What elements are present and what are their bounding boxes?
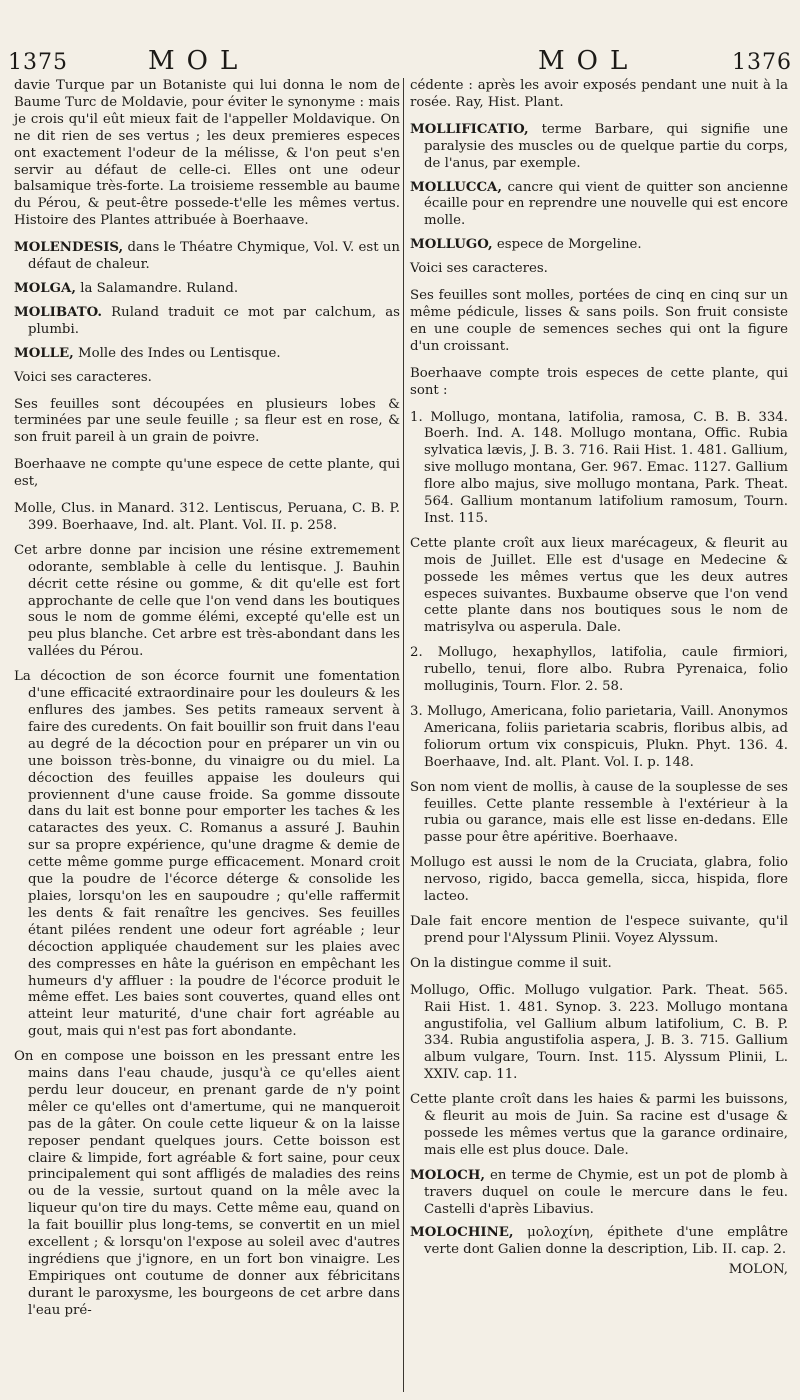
entry-headword: MOLIBATO. xyxy=(14,304,103,320)
entry-definition: Molle des Indes ou Lentisque. xyxy=(78,345,281,361)
paragraph: 3. Mollugo, Americana, folio parietaria, Vaill. Anonymos Americana, foliis parietaria scabris, floribus albis, ad foliorum ortum vix conspicuis, Plukn. Phyt. 136. 4. Boerhaave, Ind. alt. Plant. Vol. I. p. 148. xyxy=(410,704,788,770)
right-column xyxy=(410,78,788,1289)
paragraph: On en compose une boisson en les pressant entre les mains dans l'eau chaude, jusqu'à ce qu'elles aient perdu leur douceur, en prenant garde de n'y point mêler ce qu'elles ont d'amertume, qui ne manqueroit pas de la gâter. On coule cette liqueur & on la laisse reposer pendant quelques jours. Cette boisson est claire & limpide, fort agréable & fort saine, pour ceux principalement qui sont affligés de maladies des reins ou de la vessie, surtout quand on la mêle avec la liqueur qu'on tire du mays. Cette même eau, quand on la fait bouillir plus long-tems, se convertit en un miel excellent ; & lorsqu'on l'expose au soleil avec d'autres ingrédiens que j'ignore, en un fort bon vinaigre. Les Empiriques ont coutume de donner aux fébricitans durant le paroxysme, les bourgeons de cet arbre dans l'eau pré- xyxy=(14,1049,400,1318)
dictionary-entry xyxy=(14,240,400,274)
left-running-head: MOL xyxy=(148,46,250,76)
entry-definition: espece de Morgeline. xyxy=(496,237,642,253)
dictionary-entry xyxy=(410,180,788,231)
right-running-head: MOL xyxy=(538,46,640,76)
paragraph: Cette plante croît dans les haies & parmi les buissons, & fleurit au mois de Juin. Sa racine est d'usage & possede les mêmes vertus que la garance ordinaire, mais elle est plus douce. Dale. xyxy=(410,1092,788,1158)
paragraph: On la distingue comme il suit. xyxy=(410,955,612,971)
paragraph: davie Turque par un Botaniste qui lui donna le nom de Baume Turc de Moldavie, pour éviter le synonyme : mais je crois qu'il eût mieux fait de l'appeller Moldavique. On ne dit rien de ses vertus ; les deux premieres especes ont exactement l'odeur de la mélisse, & l'on peut s'en servir au défaut de celle-ci. Elles ont une odeur balsamique très-forte. La troisieme ressemble au baume du Pérou, & peut-être possede-t'elle les mêmes vertus. Histoire des Plantes attribuée à Boerhaave. xyxy=(14,78,400,229)
paragraph: 1. Mollugo, montana, latifolia, ramosa, C. B. B. 334. Boerh. Ind. A. 148. Mollugo montana, Offic. Rubia sylvatica lævis, J. B. 3. 716. Raii Hist. 1. 481. Gallium, sive mollugo montana, Ger. 967. Emac. 1127. Gallium flore albo majus, sive mollugo montana, Park. Theat. 564. Gallium montanum latifolium ramosum, Tourn. Inst. 115. xyxy=(410,409,788,526)
entry-headword: MOLLUGO, xyxy=(410,237,493,253)
catchword: MOLON, xyxy=(728,1262,788,1278)
paragraph: Boerhaave compte trois especes de cette plante, qui sont : xyxy=(410,365,788,398)
entry-headword: MOLENDESIS, xyxy=(14,240,124,256)
paragraph: Ses feuilles sont molles, portées de cinq en cinq sur un même pédicule, lisses & sans poils. Son fruit consiste en une couple de semences seches qui ont la figure d'un croissant. xyxy=(410,288,788,354)
entry-definition: terme Barbare, qui signifie une paralysie des muscles ou de quelque partie du corps, de l'anus, par exemple. xyxy=(424,121,788,171)
entry-definition: μολοχίνη, épithete d'une emplâtre verte dont Galien donne la description, Lib. II. cap. 2. xyxy=(424,1225,788,1258)
column-divider xyxy=(403,78,404,1392)
dictionary-entry xyxy=(410,1168,788,1219)
dictionary-entry xyxy=(410,1225,788,1259)
entry-definition: en terme de Chymie, est un pot de plomb à travers duquel on coule le mercure dans le feu. Castelli d'après Libavius. xyxy=(424,1167,788,1217)
paragraph: Boerhaave ne compte qu'une espece de cette plante, qui est, xyxy=(14,457,400,490)
entry-headword: MOLGA, xyxy=(14,280,76,296)
entry-headword: MOLLIFICATIO, xyxy=(410,121,529,137)
paragraph: Ses feuilles sont découpées en plusieurs lobes & terminées par une seule feuille ; sa fleur est en rose, & son fruit pareil à un grain de poivre. xyxy=(14,396,400,446)
paragraph: Voici ses caracteres. xyxy=(14,369,152,385)
entry-headword: MOLLE, xyxy=(14,345,74,361)
dictionary-entry xyxy=(410,122,788,173)
dictionary-entry xyxy=(14,305,400,339)
entry-definition: cancre qui vient de quitter son ancienne écaille pour en reprendre une nouvelle qui est encore molle. xyxy=(424,179,788,229)
paragraph: Dale fait encore mention de l'espece suivante, qu'il prend pour l'Alyssum Plinii. Voyez Alyssum. xyxy=(410,913,788,946)
paragraph: Mollugo est aussi le nom de la Cruciata, glabra, folio nervoso, rigido, bacca gemella, sicca, hispida, flore lacteo. xyxy=(410,855,788,905)
paragraph: La décoction de son écorce fournit une fomentation d'une efficacité extraordinaire pour les douleurs & les enflures des jambes. Ses petits rameaux servent à faire des curedents. On fait bouillir son fruit dans l'eau au degré de la décoction pour en préparer un vin ou une boisson très-bonne, du vinaigre ou du miel. La décoction des feuilles appaise les douleurs qui proviennent d'une cause froide. Sa gomme dissoute dans du lait est bonne pour emporter les taches & les cataractes des yeux. C. Romanus a assuré J. Bauhin sur sa propre expérience, qu'une dragme & demie de cette même gomme purge efficacement. Monard croit que la poudre de l'écorce déterge & consolide les plaies, lorsqu'on les en saupoudre ; qu'elle raffermit les dents & fait renaître les gencives. Ses feuilles étant pilées rendent une odeur fort agréable ; leur décoction appliquée chaudement sur les plaies avec des compresses en hâte la guérison en empêchant les humeurs d'y affluer : la poudre de l'écorce produit le même effet. Les baies sont couvertes, quand elles ont atteint leur maturité, d'une chair fort agréable au gout, mais qui n'est pas fort abondante. xyxy=(14,669,400,1040)
entry-definition: la Salamandre. Ruland. xyxy=(80,280,239,296)
dictionary-entry xyxy=(14,281,400,298)
paragraph: Son nom vient de mollis, à cause de la souplesse de ses feuilles. Cette plante ressemble à l'extérieur à la rubia ou garance, mais elle est lisse en-dedans. Elle passe pour être apéritive. Boerhaave. xyxy=(410,779,788,846)
entry-definition: dans le Théatre Chymique, Vol. V. est un défaut de chaleur. xyxy=(28,240,400,273)
paragraph: Cet arbre donne par incision une résine extremement odorante, semblable à celle du lentisque. J. Bauhin décrit cette résine ou gomme, & dit qu'elle est fort approchante de celle que l'on vend dans les boutiques sous le nom de gomme élémi, excepté qu'elle est un peu plus blanche. Cet arbre est très-abondant dans les vallées du Pérou. xyxy=(14,542,400,660)
paragraph: cédente : après les avoir exposés pendant une nuit à la rosée. Ray, Hist. Plant. xyxy=(410,78,788,110)
page-header xyxy=(8,40,792,80)
paragraph: Cette plante croît aux lieux marécageux, & fleurit au mois de Juillet. Elle est d'usage en Medecine & possede les mêmes vertus que les deux autres especes suivantes. Buxbaume observe que l'on vend cette plante dans nos boutiques sous le nom de matrisylva ou asperula. Dale. xyxy=(410,535,788,636)
entry-headword: MOLLUCCA, xyxy=(410,179,502,195)
right-page-number: 1376 xyxy=(732,50,792,75)
entry-headword: MOLOCHINE, xyxy=(410,1225,514,1241)
dictionary-entry xyxy=(410,237,788,254)
entry-headword: MOLOCH, xyxy=(410,1167,486,1183)
entry-definition: Ruland traduit ce mot par calchum, as plumbi. xyxy=(28,304,400,337)
paragraph: Voici ses caracteres. xyxy=(410,261,548,277)
dictionary-entry xyxy=(14,346,400,363)
paragraph: 2. Mollugo, hexaphyllos, latifolia, caule firmiori, rubello, tenui, flore albo. Rubra Pyrenaica, folio molluginis, Tourn. Flor. 2. 58. xyxy=(410,645,788,695)
paragraph: Molle, Clus. in Manard. 312. Lentiscus, Peruana, C. B. P. 399. Boerhaave, Ind. alt. Plant. Vol. II. p. 258. xyxy=(14,501,400,533)
left-column xyxy=(14,78,400,1328)
left-page-number: 1375 xyxy=(8,50,68,75)
paragraph: Mollugo, Offic. Mollugo vulgatior. Park. Theat. 565. Raii Hist. 1. 481. Synop. 3. 223. Mollugo montana angustifolia, vel Gallium album latifolium, C. B. P. 334. Rubia angustifolia aspera, J. B. 3. 715. Gallium album vulgare, Tourn. Inst. 115. Alyssum Plinii, L. XXIV. cap. 11. xyxy=(410,982,788,1083)
